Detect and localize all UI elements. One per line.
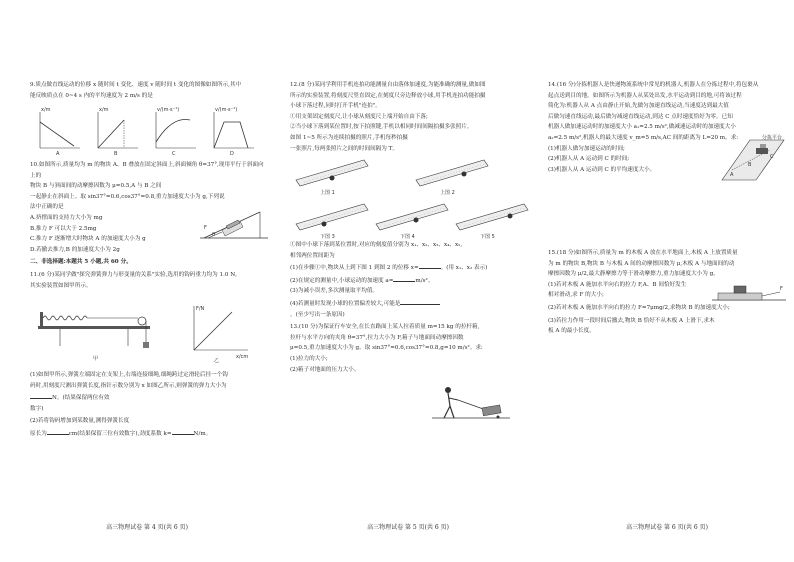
ruler-photo-4 bbox=[376, 204, 448, 240]
q9-d-letter: D bbox=[230, 151, 234, 157]
q11-part-1-line-2: 码时,用刻度尺测出弹簧长度,指针示数分别为 x 如图乙所示,则弹簧的弹力大小为 bbox=[30, 382, 227, 389]
q11-part-2-line-2: 原长为 cm(结果保留三位有效数字),劲度系数 k= N/m。 bbox=[30, 427, 268, 440]
q15-line-3: 摩擦因数为 μ/2,最大静摩擦力等于滑动摩擦力,重力加速度大小为 g。 bbox=[548, 271, 719, 278]
q11-part-1-line-1: (1)如图甲所示,弹簧左端固定在支架上,右端连接细绳,细绳跨过定滑轮后挂一个钩 bbox=[30, 372, 228, 378]
svg-text:A: A bbox=[730, 172, 734, 178]
photo-label-2: 上图 2 bbox=[440, 190, 455, 196]
section-2-header: 二、非选择题:本题共 5 小题,共 60 分。 bbox=[30, 259, 132, 266]
photo-label-3: 下图 3 bbox=[320, 234, 335, 240]
q14-platform-figure bbox=[720, 136, 786, 186]
q9-stem-2: 能反映质点在 0~4 s 内的平均速度为 2 m/s 的是 bbox=[30, 92, 153, 99]
q12-line-5: ②当小球下落到某位置时,按下拍照键,手机以相同时间间隔拍摄多张照片。 bbox=[290, 124, 473, 131]
q10-line-3: 一起静止在斜面上。取 sin37°=0.6,cos37°=0.8,重力加速度大小为 g,下列说 bbox=[30, 193, 225, 200]
q10-option-b: B.推力 F 可以大于 2.5mg bbox=[30, 225, 97, 232]
answer-blank[interactable] bbox=[419, 261, 441, 269]
q14-line-4: 后做匀速直线运动,最后做匀减速直线运动,到达 C 点时速度恰好为零。已知 bbox=[548, 113, 733, 120]
q10-option-c: C.推力 F 逐渐增大时物块 A 的加速度大小为 g bbox=[30, 236, 146, 243]
svg-text:θ: θ bbox=[212, 232, 216, 238]
q10-line-2: 物块 B 与斜面间的动摩擦因数为 μ=0.5,A 与 B 之间 bbox=[30, 183, 162, 190]
ruler-photo-2 bbox=[416, 160, 488, 196]
photo-label-5: 下图 5 bbox=[480, 234, 495, 240]
svg-text:B: B bbox=[748, 162, 752, 168]
q12-part-4: (4)若测量时发现小球的位置偏差较大,可能是 bbox=[290, 297, 530, 310]
q13-figure bbox=[432, 384, 512, 424]
q12-line-2: 所示的实验装置,将刻度尺竖直固定,在刻度尺旁边释放小球,用手机连拍功能拍摄 bbox=[290, 92, 486, 99]
q9-c-letter: C bbox=[172, 151, 176, 157]
q12-part-4b: 。(至少写出一条原因) bbox=[290, 311, 345, 318]
q12-part-1: (1)在步骤①中,物块从上到下图 1 到图 2 的位移 x= 。(用 x₁、x₂ 表示) bbox=[290, 261, 530, 274]
answer-blank[interactable] bbox=[47, 427, 69, 435]
q9-a-yaxis: x/m bbox=[41, 107, 51, 113]
answer-blank[interactable] bbox=[393, 274, 415, 282]
q9-graph-b bbox=[98, 107, 138, 157]
q12-ruler-photos bbox=[294, 152, 530, 238]
q14-line-1: 14.(16 分)分拣机器人是快递物流系统中常见的机器人,机器人在分拣过程中,将包裹从 bbox=[548, 82, 759, 88]
q11-apparatus bbox=[38, 312, 150, 362]
q10-line-4: 法中正确的是 bbox=[30, 204, 64, 211]
page-5-footer: 高三物理试卷 第 5 页(共 6 页) bbox=[367, 524, 449, 531]
q12-part-3: (3)为减小误差,多次测量取平均值。 bbox=[290, 288, 379, 295]
q9-graph-d bbox=[214, 107, 254, 157]
q12-line-7: 一张照片,每两张照片之间的时间间隔为 T。 bbox=[290, 145, 398, 152]
q12-line-4: ①用支架固定刻度尺,让小球从刻度尺上端开始自由下落; bbox=[290, 113, 428, 120]
q11-line-2: 其实验装置如图甲所示。 bbox=[30, 282, 92, 289]
q15-part-1b: 相对滑动,求 F 的大小; bbox=[548, 292, 604, 299]
q9-stem: 9.质点做直线运动的位移 x 随时间 t 变化、速度 v 随时间 t 变化的图像如图所示,其中 bbox=[30, 82, 242, 88]
q15-part-2: (2)若对木板 A 施加水平向右的拉力 F=7μmg/2,求物块 B 的加速度大小; bbox=[548, 304, 730, 311]
q15-part-3b: 板 A 的最小长度。 bbox=[548, 328, 595, 335]
svg-text:F/N: F/N bbox=[196, 306, 205, 312]
svg-text:F: F bbox=[204, 225, 207, 231]
q12-part-2: (2)在规定的测量中,小球运动的加速度 a= m/s²。 bbox=[290, 274, 530, 287]
q12-line-1: 12.(8 分)某同学利用手机连拍功能测量自由落体加速度,为能准确的测量,做如图 bbox=[290, 82, 486, 88]
answer-blank[interactable] bbox=[172, 427, 194, 435]
q15-fig-force: F bbox=[780, 286, 783, 292]
photo-label-1: 上图 1 bbox=[320, 190, 335, 196]
q12-step-1: ①图中小球下落到某位置时,对应的刻度值分别为 x₁、x₂、x₃、x₄、x₅, bbox=[290, 242, 463, 248]
q10-option-d: D.若撤去推力,B 的加速度大小为 2g bbox=[30, 246, 120, 253]
photo-label-4: 下图 4 bbox=[400, 234, 415, 240]
ruler-photo-1 bbox=[296, 160, 368, 196]
question-9 bbox=[30, 80, 268, 101]
svg-text:x/cm: x/cm bbox=[236, 354, 249, 360]
q14-line-3: 简化为:机器人从 A 点由静止开始,先做匀加速直线运动,当速度达到最大值 bbox=[548, 103, 729, 110]
q14-line-5: 机器人做加速运动时的加速度大小 a₁=2.5 m/s²,做减速运动时的加速度大小 bbox=[548, 124, 736, 131]
q9-graph-a bbox=[40, 107, 80, 157]
q10-incline-figure bbox=[200, 208, 270, 242]
q10-option-a: A.挤撑面的支持力大小为 mg bbox=[30, 214, 103, 221]
q11-line-1: 11.(6 分)某同学做"探究弹簧弹力与形变量的关系"实验,选用的钩码重力均为 1.0 N。 bbox=[30, 271, 241, 278]
page-6 bbox=[542, 0, 792, 545]
q11-part-1-line-3: N。(结果保留两位有效 bbox=[30, 391, 268, 404]
question-12-parts bbox=[290, 240, 530, 375]
q14-fig-label: 分拣平台 bbox=[762, 135, 783, 141]
ruler-photo-3 bbox=[296, 204, 368, 240]
q12-line-3: 小球下落过程,同时打开手机"连拍"。 bbox=[290, 103, 381, 110]
q11-graph bbox=[194, 306, 248, 364]
q14-part-3: (3)机器人从 A 运动到 C 的平均速度大小。 bbox=[548, 166, 656, 173]
ruler-photo-5 bbox=[456, 204, 528, 240]
svg-text:C: C bbox=[770, 154, 774, 160]
answer-blank[interactable] bbox=[30, 391, 52, 399]
page-4 bbox=[22, 0, 272, 545]
question-14 bbox=[548, 80, 759, 175]
q15-part-3: (3)若拉力作用一段时间后撤去,物块 B 恰好不从木板 A 上滑下,求木 bbox=[548, 317, 715, 324]
q13-line-1: 13.(10 分)为保证行车安全,在长直路面上某人拉着质量 m=15 kg 的拉杆箱, bbox=[290, 324, 480, 331]
q11-figures bbox=[38, 306, 268, 364]
q10-line-1: 10.如图所示,质量均为 m 的物块 A、B 叠放在固定斜面上,斜面倾角 θ=37°,现用平行于斜面向上的 bbox=[30, 162, 264, 179]
answer-blank[interactable] bbox=[400, 297, 440, 305]
q9-c-yaxis: v/(m·s⁻¹) bbox=[157, 107, 180, 113]
q9-graphs bbox=[32, 107, 264, 157]
q9-b-letter: B bbox=[114, 151, 118, 157]
q9-d-yaxis: v/(m·s⁻¹) bbox=[215, 107, 238, 113]
q9-b-yaxis: x/m bbox=[99, 107, 109, 113]
q13-part-2: (2)箱子对地面的压力大小。 bbox=[290, 366, 360, 373]
q15-line-1: 15.(18 分)如图所示,质量为 m 的木板 A 放在水平地面上,木板 A 上放置质量 bbox=[548, 250, 738, 256]
q11-fig-yi: 乙 bbox=[214, 358, 220, 364]
q13-part-1: (1)拉力的大小; bbox=[290, 355, 328, 362]
q14-part-1: (1)机器人做匀加速运动的时间; bbox=[548, 145, 625, 152]
q9-graph-c bbox=[156, 107, 196, 157]
q15-board-figure bbox=[712, 280, 788, 302]
page-6-footer: 高三物理试卷 第 6 页(共 6 页) bbox=[626, 524, 708, 531]
question-11-parts bbox=[30, 370, 268, 440]
q12-line-6: 如图 1~5 所示为连续拍摄的照片,手机每秒拍摄 bbox=[290, 134, 408, 141]
q12-step-1b: 相邻两位置间距为 bbox=[290, 252, 335, 259]
page-5 bbox=[282, 0, 534, 545]
q14-part-2: (2)机器人从 A 运动到 C 的时间; bbox=[548, 156, 630, 163]
q14-line-6: a₂=2.5 m/s²,机器人的最大速度 v_m=5 m/s,AC 间的距离为 L=20 m。求: bbox=[548, 134, 739, 141]
q15-line-2: 为 m 的物块 B,物块 B 与木板 A 间的动摩擦因数为 μ,木板 A 与地面间的动 bbox=[548, 260, 735, 267]
q11-part-1-line-4: 数字) bbox=[30, 405, 44, 412]
question-12 bbox=[290, 80, 530, 154]
q13-line-2: 拉杆与水平方向的夹角 θ=37°,拉力大小为 F,箱子与地面间动摩擦因数 bbox=[290, 334, 464, 341]
q15-part-1: (1)若对木板 A 施加水平向右的拉力 F,A、B 间恰好发生 bbox=[548, 281, 687, 288]
page-4-footer: 高三物理试卷 第 4 页(共 6 页) bbox=[106, 524, 188, 531]
q9-a-letter: A bbox=[56, 151, 60, 157]
q13-line-3: μ=0.5,重力加速度大小为 g。取 sin37°=0.6,cos37°=0.8,g=10 m/s²。求: bbox=[290, 345, 483, 352]
q11-part-2-line-1: (2)若将钩码增加到某数量,测得弹簧长度 bbox=[30, 418, 130, 425]
q14-line-2: 起点送到目的地。如图所示为机器人从某处出发,水平运动到目的地,可将该过程 bbox=[548, 92, 742, 99]
q11-fig-jia: 甲 bbox=[93, 356, 99, 362]
